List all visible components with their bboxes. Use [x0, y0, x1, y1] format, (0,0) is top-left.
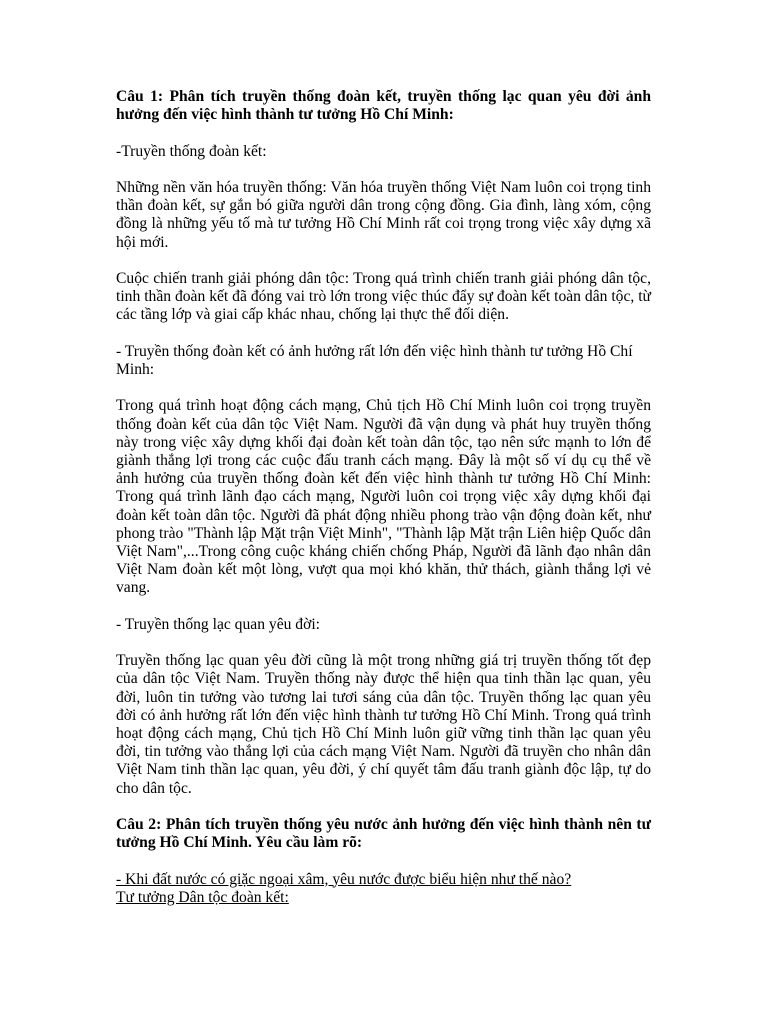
document-page — [116, 88, 651, 907]
paragraph-unity-tradition-label: -Truyền thống đoàn kết: — [116, 142, 267, 160]
underlined-question-patriotism: - Khi đất nước có giặc ngoại xâm, yêu nước được biểu hiện như thế nào? — [116, 870, 572, 888]
paragraph-revolutionary-activity: Trong quá trình hoạt động cách mạng, Chủ tịch Hồ Chí Minh luôn coi trọng truyền thống đoàn kết của dân tộc Việt Nam. Người đã vận dụng và phát huy truyền thống này trong việc xây dựng khối đại đoàn kết toàn dân tộc, tạo nên sức mạnh to lớn để giành thắng lợi trong các cuộc đấu tranh cách mạng. Đây là một số ví dụ cụ thể về ảnh hưởng của truyền thống đoàn kết đến việc hình thành tư tưởng Hồ Chí Minh: Trong quá trình lãnh đạo cách mạng, Người luôn coi trọng việc xây dựng khối đại đoàn kết toàn dân tộc. Người đã phát động nhiều phong trào vận động đoàn kết, như phong trào "Thành lập Mặt trận Việt Minh", "Thành lập Mặt trận Liên hiệp Quốc dân Việt Nam",...Trong công cuộc kháng chiến chống Pháp, Người đã lãnh đạo nhân dân Việt Nam đoàn kết một lòng, vượt qua mọi khó khăn, thử thách, giành thắng lợi vẻ vang. — [116, 397, 651, 597]
paragraph-liberation-war: Cuộc chiến tranh giải phóng dân tộc: Trong quá trình chiến tranh giải phóng dân tộc, tinh thần đoàn kết đã đóng vai trò lớn trong việc thúc đẩy sự đoàn kết toàn dân tộc, từ các tầng lớp và giai cấp khác nhau, chống lại thực thể đối diện. — [116, 269, 651, 324]
paragraph-optimism-tradition: Truyền thống lạc quan yêu đời cũng là một trong những giá trị truyền thống tốt đẹp của dân tộc Việt Nam. Truyền thống này được thể hiện qua tinh thần lạc quan, yêu đời, luôn tin tưởng vào tương lai tươi sáng của dân tộc. Truyền thống lạc quan yêu đời có ảnh hưởng rất lớn đến việc hình thành tư tưởng Hồ Chí Minh. Trong quá trình hoạt động cách mạng, Chủ tịch Hồ Chí Minh luôn giữ vững tinh thần lạc quan yêu đời, tin tưởng vào thắng lợi của cách mạng Việt Nam. Người đã truyền cho nhân dân Việt Nam tinh thần lạc quan, yêu đời, ý chí quyết tâm đấu tranh giành độc lập, tự do cho dân tộc. — [116, 652, 651, 797]
underlined-heading-national-unity: Tư tưởng Dân tộc đoàn kết: — [116, 888, 289, 906]
question-1-heading: Câu 1: Phân tích truyền thống đoàn kết, truyền thống lạc quan yêu đời ảnh hưởng đến việc hình thành tư tưởng Hồ Chí Minh: — [116, 88, 651, 124]
question-2-heading: Câu 2: Phân tích truyền thống yêu nước ảnh hưởng đến việc hình thành nên tư tưởng Hồ Chí Minh. Yêu cầu làm rõ: — [116, 816, 651, 852]
paragraph-optimism-label: - Truyền thống lạc quan yêu đời: — [116, 615, 321, 633]
paragraph-unity-influence-label: - Truyền thống đoàn kết có ảnh hưởng rất lớn đến việc hình thành tư tưởng Hồ Chí Minh: — [116, 342, 633, 378]
paragraph-traditional-culture: Những nền văn hóa truyền thống: Văn hóa truyền thống Việt Nam luôn coi trọng tinh thần đoàn kết, sự gắn bó giữa người dân trong cộng đồng. Gia đình, làng xóm, cộng đồng là những yếu tố mà tư tưởng Hồ Chí Minh rất coi trọng trong việc xây dựng xã hội mới. — [116, 178, 651, 251]
